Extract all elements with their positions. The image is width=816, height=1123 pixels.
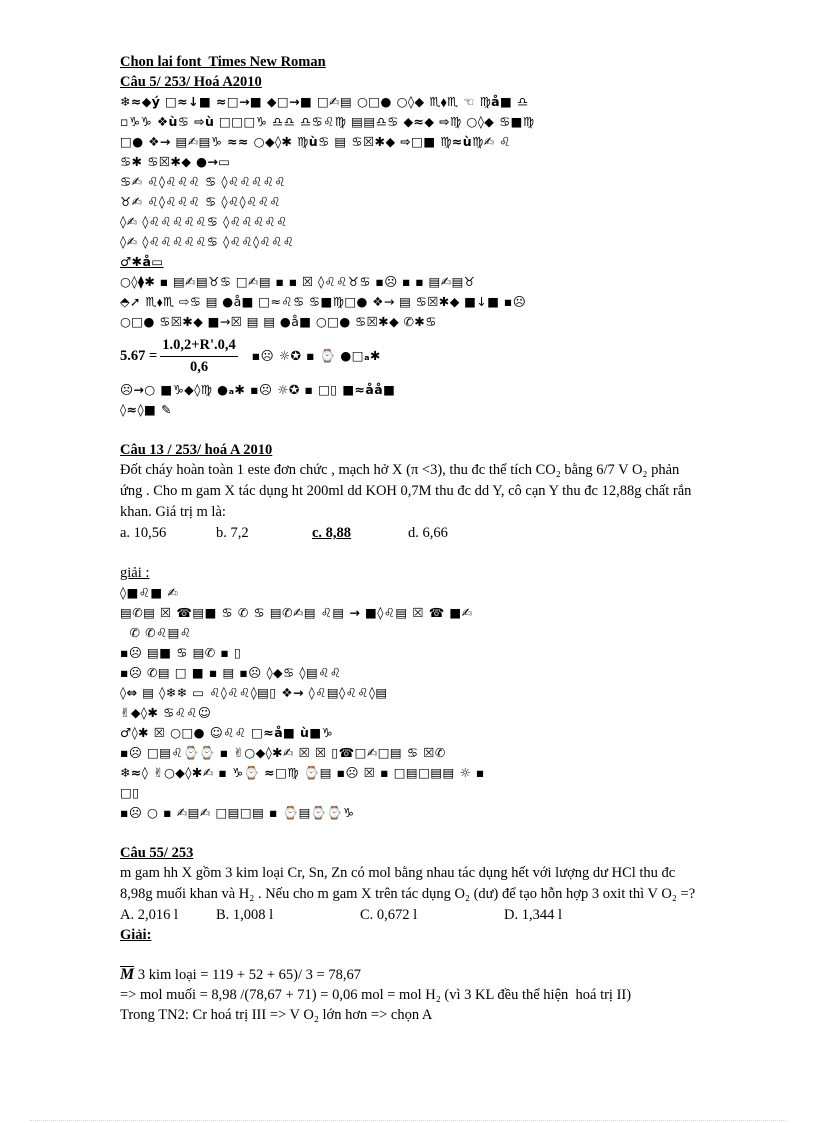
garbled-line: ○□● ♋☒✱◆ ■→☒ ▤ ▤ ●å■ ○□● ♋☒✱◆ ✆✱♋ <box>120 314 437 329</box>
garbled-line: ♉✍ ♌◊♌♌♌ ♋ ◊♌◊♌♌♌ <box>120 194 281 209</box>
garbled-line: ◊■♌■ ✍ <box>120 585 179 600</box>
question-13-solution-garbled <box>120 583 770 823</box>
garbled-line: ▪☹ ✆▤ □ ■ ▪ ▤ ▪☹ ◊◆♋ ◊▤♌♌ <box>120 665 342 680</box>
option-d: d. 6,66 <box>408 525 448 541</box>
garbled-line: ✆ ✆♌▤♌ <box>120 625 192 640</box>
garbled-line: ◊≈◊■ ✎ <box>120 402 172 417</box>
garbled-line: ♂◊✱ ☒ ○□● ☺♌♌ □≈å■ ù■♑ <box>120 725 334 740</box>
garbled-line: ▤✆▤ ☒ ☎▤■ ♋ ✆ ♋ ▤✆✍▤ ♌▤ → ■◊♌▤ ☒ ☎ ■✍ <box>120 605 473 620</box>
garbled-line: ❄≈◆ý □≈↓■ ≈□→■ ◆□→■ □✍▤ ○□● ○◊◆ ♏⬧♏ ☜ ♍å■ ♎ <box>120 94 529 109</box>
calc-line-2: => mol muối = 8,98 /(78,67 + 71) = 0,06 mol = mol H₂ (vì 3 KL đều thể hiện hoá trị II) <box>120 987 632 1003</box>
option-c-correct: c. 8,88 <box>312 525 352 541</box>
formula-tail: ▪☹ ☼✪ ▪ ⌚ ●□ₐ✱ <box>251 348 381 363</box>
page-bottom-divider <box>30 1120 786 1121</box>
garbled-line: ♋✱ ♋☒✱◆ ●→▭ <box>120 154 231 169</box>
formula-row <box>120 334 770 378</box>
option-b: b. 7,2 <box>216 525 249 541</box>
document-page <box>120 52 770 1025</box>
calc-line-1 <box>120 965 770 985</box>
garbled-line: ◊⇔ ▤ ◊❄❄ ▭ ♌◊♌♌◊▤▯ ❖→ ◊♌▤◊♌♌◊▤ <box>120 685 388 700</box>
average-molar-mass-symbol: M <box>120 966 135 983</box>
question-text-line: ứng . Cho m gam X tác dụng ht 200ml dd KOH 0,7M thu đc dd Y, cô cạn Y thu đc 12,88g chất rắn <box>120 483 692 499</box>
garbled-line: ⬘➚ ♏⬧♏ ⇨♋ ▤ ●å■ □≈♌♋ ♋■♍□● ❖→ ▤ ♋☒✱◆ ■↓■ ▪☹ <box>120 294 527 309</box>
option-a: A. 2,016 l <box>120 907 178 923</box>
option-c: C. 0,672 l <box>360 907 418 923</box>
garbled-line: ❄≈◊ ✌○◆◊✱✍ ▪ ♑⌚ ≈□♍ ⌚▤ ▪☹ ☒ ▪ □▤□▤▤ ☼ ▪ <box>120 765 485 780</box>
formula-denominator: 0,6 <box>189 358 209 375</box>
garbled-line: □● ❖→ ▤✍▤♑ ≈≈ ○◆◊✱ ♍ù♋ ▤ ♋☒✱◆ ⇨□■ ♍≈ù♍✍ ♌ <box>120 134 511 149</box>
question-text-line: 8,98g muối khan và H₂ . Nếu cho m gam X trên tác dụng O₂ (dư) để tạo hỗn hợp 3 oxit thì V O₂ =? <box>120 886 696 902</box>
formula-lhs: 5.67 = <box>120 347 158 364</box>
question-55-solution-heading: Giải: <box>120 927 152 943</box>
calc-text: 3 kim loại = 119 + 52 + 65)/ 3 = 78,67 <box>134 967 361 983</box>
calc-line-3: Trong TN2: Cr hoá trị III => V O₂ lớn hơn => chọn A <box>120 1007 433 1023</box>
question-13-options <box>120 523 770 543</box>
option-d: D. 1,344 l <box>504 907 562 923</box>
font-note-heading: Chon lai font Times New Roman <box>120 54 326 70</box>
garbled-subheading: ♂✱å▭ <box>120 254 164 269</box>
garbled-line: ▫♑♑ ❖ù♋ ⇨ù □□□♑ ♎♎ ♎♋♌♍ ▤▤♎♋ ◆≈◆ ⇨♍ ○◊◆ ♋■♍ <box>120 114 535 129</box>
question-13-text <box>120 460 770 523</box>
question-55-options <box>120 905 770 925</box>
garbled-line: ▪☹ ○ ▪ ✍▤✍ □▤□▤ ▪ ⌚▤⌚⌚♑ <box>120 805 355 820</box>
formula-numerator: 1.0,2+R'.0,4 <box>160 337 238 357</box>
solution-heading: giải : <box>120 565 150 581</box>
question-55-text <box>120 863 770 905</box>
garbled-line: □▯ <box>120 785 140 800</box>
question-text-line: khan. Giá trị m là: <box>120 504 226 520</box>
question-5-garbled-text <box>120 92 770 252</box>
garbled-line: ▪☹ ▤■ ♋ ▤✆ ▪ ▯ <box>120 645 242 660</box>
question-text-line: Đốt cháy hoàn toàn 1 este đơn chức , mạch hở X (π <3), thu đc thể tích CO₂ bằng 6/7 V O₂ phản <box>120 462 680 478</box>
question-5-title: Câu 5/ 253/ Hoá A2010 <box>120 74 262 90</box>
garbled-line: ○◊⧫✱ ▪ ▤✍▤♉♋ □✍▤ ▪ ▪ ☒ ◊♌♌♉♋ ▪☹ ▪ ▪ ▤✍▤♉ <box>120 274 476 289</box>
question-text-line: m gam hh X gồm 3 kim loại Cr, Sn, Zn có mol bằng nhau tác dụng hết với lượng dư HCl thu đc <box>120 865 676 881</box>
question-55-title: Câu 55/ 253 <box>120 845 194 861</box>
option-b: B. 1,008 l <box>216 907 274 923</box>
question-13-title: Câu 13 / 253/ hoá A 2010 <box>120 442 273 458</box>
garbled-line: ✌◆◊✱ ♋♌♌☺ <box>120 705 212 720</box>
formula-fraction <box>160 337 238 376</box>
option-a: a. 10,56 <box>120 525 167 541</box>
garbled-line: ♋✍ ♌◊♌♌♌ ♋ ◊♌♌♌♌♌ <box>120 174 286 189</box>
garbled-line: ◊✍ ◊♌♌♌♌♌♋ ◊♌♌◊♌♌♌ <box>120 234 295 249</box>
garbled-line: ☹→○ ■♑◆◊♍ ●ₐ✱ ▪☹ ☼✪ ▪ □▯ ■≈åå■ <box>120 382 396 397</box>
garbled-line: ▪☹ □▤♌⌚⌚ ▪ ✌○◆◊✱✍ ☒ ☒ ▯☎□✍□▤ ♋ ☒✆ <box>120 745 446 760</box>
garbled-line: ◊✍ ◊♌♌♌♌♌♋ ◊♌♌♌♌♌ <box>120 214 288 229</box>
